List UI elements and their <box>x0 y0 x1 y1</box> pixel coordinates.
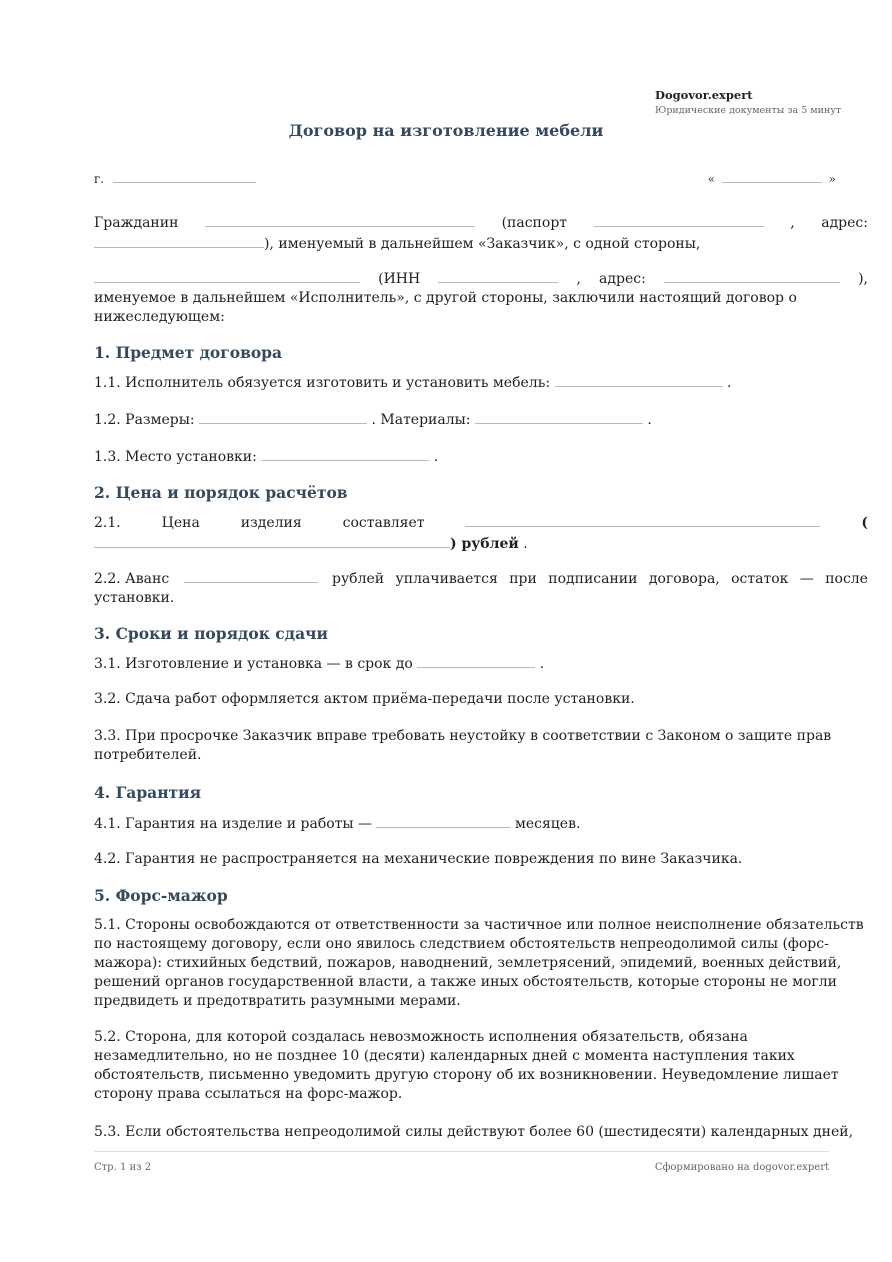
section-3-heading: 3. Сроки и порядок сдачи <box>94 624 328 643</box>
dimensions-blank[interactable] <box>199 409 367 424</box>
furniture-blank[interactable] <box>555 372 723 387</box>
section-1-heading: 1. Предмет договора <box>94 343 283 362</box>
page-number: Стр. 1 из 2 <box>94 1162 152 1173</box>
date-blank[interactable] <box>722 168 822 183</box>
advance-blank[interactable] <box>184 568 318 583</box>
footer-generated: Сформировано на dogovor.expert <box>654 1162 829 1173</box>
section-5-heading: 5. Форс-мажор <box>94 886 228 905</box>
clause-4-2: 4.2. Гарантия не распространяется на механические повреждения по вине Заказчика. <box>94 851 743 867</box>
brand-tagline: Юридические документы за 5 минут <box>655 105 842 116</box>
clause-5-1: 5.1. Стороны освобождаются от ответственности за частичное или полное неисполнение обязательств по настоящему договору, если оно явилось следствием обстоятельств непреодолимой силы (форс-мажора): стихийных бедствий, пожаров, наводнений, землетрясений, эпидемий, военных действий, решений органов государственной власти, а также иных обстоятельств, которые стороны не могли предвидеть и предотвратить разумными мерами. <box>94 917 864 1009</box>
clause-4-1: 4.1. Гарантия на изделие и работы — месяцев. <box>94 813 868 834</box>
materials-blank[interactable] <box>475 409 643 424</box>
brand-block <box>655 88 841 116</box>
contractor-name-blank[interactable] <box>94 268 360 283</box>
customer-address-blank[interactable] <box>94 233 264 248</box>
footer-divider <box>94 1151 829 1152</box>
customer-name-blank[interactable] <box>205 212 475 227</box>
location-blank[interactable] <box>261 446 429 461</box>
price-words-blank[interactable] <box>94 533 450 548</box>
clause-3-2: 3.2. Сдача работ оформляется актом приёма-передачи после установки. <box>94 691 635 707</box>
clause-2-1: 2.1. Цена изделия составляет ( ) рублей . <box>94 512 868 554</box>
date-field: « » <box>708 168 836 189</box>
clause-2-2: 2.2. Аванс рублей уплачивается при подписании договора, остаток — после установки. <box>94 568 868 608</box>
document-title: Договор на изготовление мебели <box>288 121 604 140</box>
clause-1-1: 1.1. Исполнитель обязуется изготовить и установить мебель: . <box>94 372 868 393</box>
section-2-heading: 2. Цена и порядок расчётов <box>94 483 348 502</box>
brand-name: Dogovor.expert <box>655 88 753 102</box>
clause-3-3: 3.3. При просрочке Заказчик вправе требовать неустойку в соответствии с Законом о защите прав потребителей. <box>94 728 832 763</box>
clause-1-2: 1.2. Размеры: . Материалы: . <box>94 409 868 430</box>
clause-5-2: 5.2. Сторона, для которой создалась невозможность исполнения обязательств, обязана незамедлительно, но не позднее 10 (десяти) календарных дней с момента наступления таких обстоятельств, письменно уведомить другую сторону об их возникновении. Неуведомление лишает сторону права ссылаться на форс-мажор. <box>94 1029 839 1102</box>
city-date-row <box>94 168 868 190</box>
contractor-inn-blank[interactable] <box>438 268 558 283</box>
price-digits-blank[interactable] <box>465 512 820 527</box>
contractor-address-blank[interactable] <box>664 268 840 283</box>
city-blank[interactable] <box>113 168 256 183</box>
city-field: г. <box>94 168 256 189</box>
clause-1-3: 1.3. Место установки: . <box>94 446 868 467</box>
section-4-heading: 4. Гарантия <box>94 783 202 802</box>
customer-party: Гражданин (паспорт , адрес: ), именуемый в дальнейшем «Заказчик», с одной стороны, <box>94 212 868 254</box>
clause-3-1: 3.1. Изготовление и установка — в срок до . <box>94 653 868 674</box>
contractor-party: (ИНН , адрес: ), именуемое в дальнейшем «Исполнитель», с другой стороны, заключили настоящий договор о нижеследующем: <box>94 268 868 327</box>
customer-passport-blank[interactable] <box>594 212 764 227</box>
warranty-blank[interactable] <box>376 813 510 828</box>
clause-5-3: 5.3. Если обстоятельства непреодолимой силы действуют более 60 (шестидесяти) календарных дней, <box>94 1124 854 1140</box>
deadline-blank[interactable] <box>417 653 535 668</box>
